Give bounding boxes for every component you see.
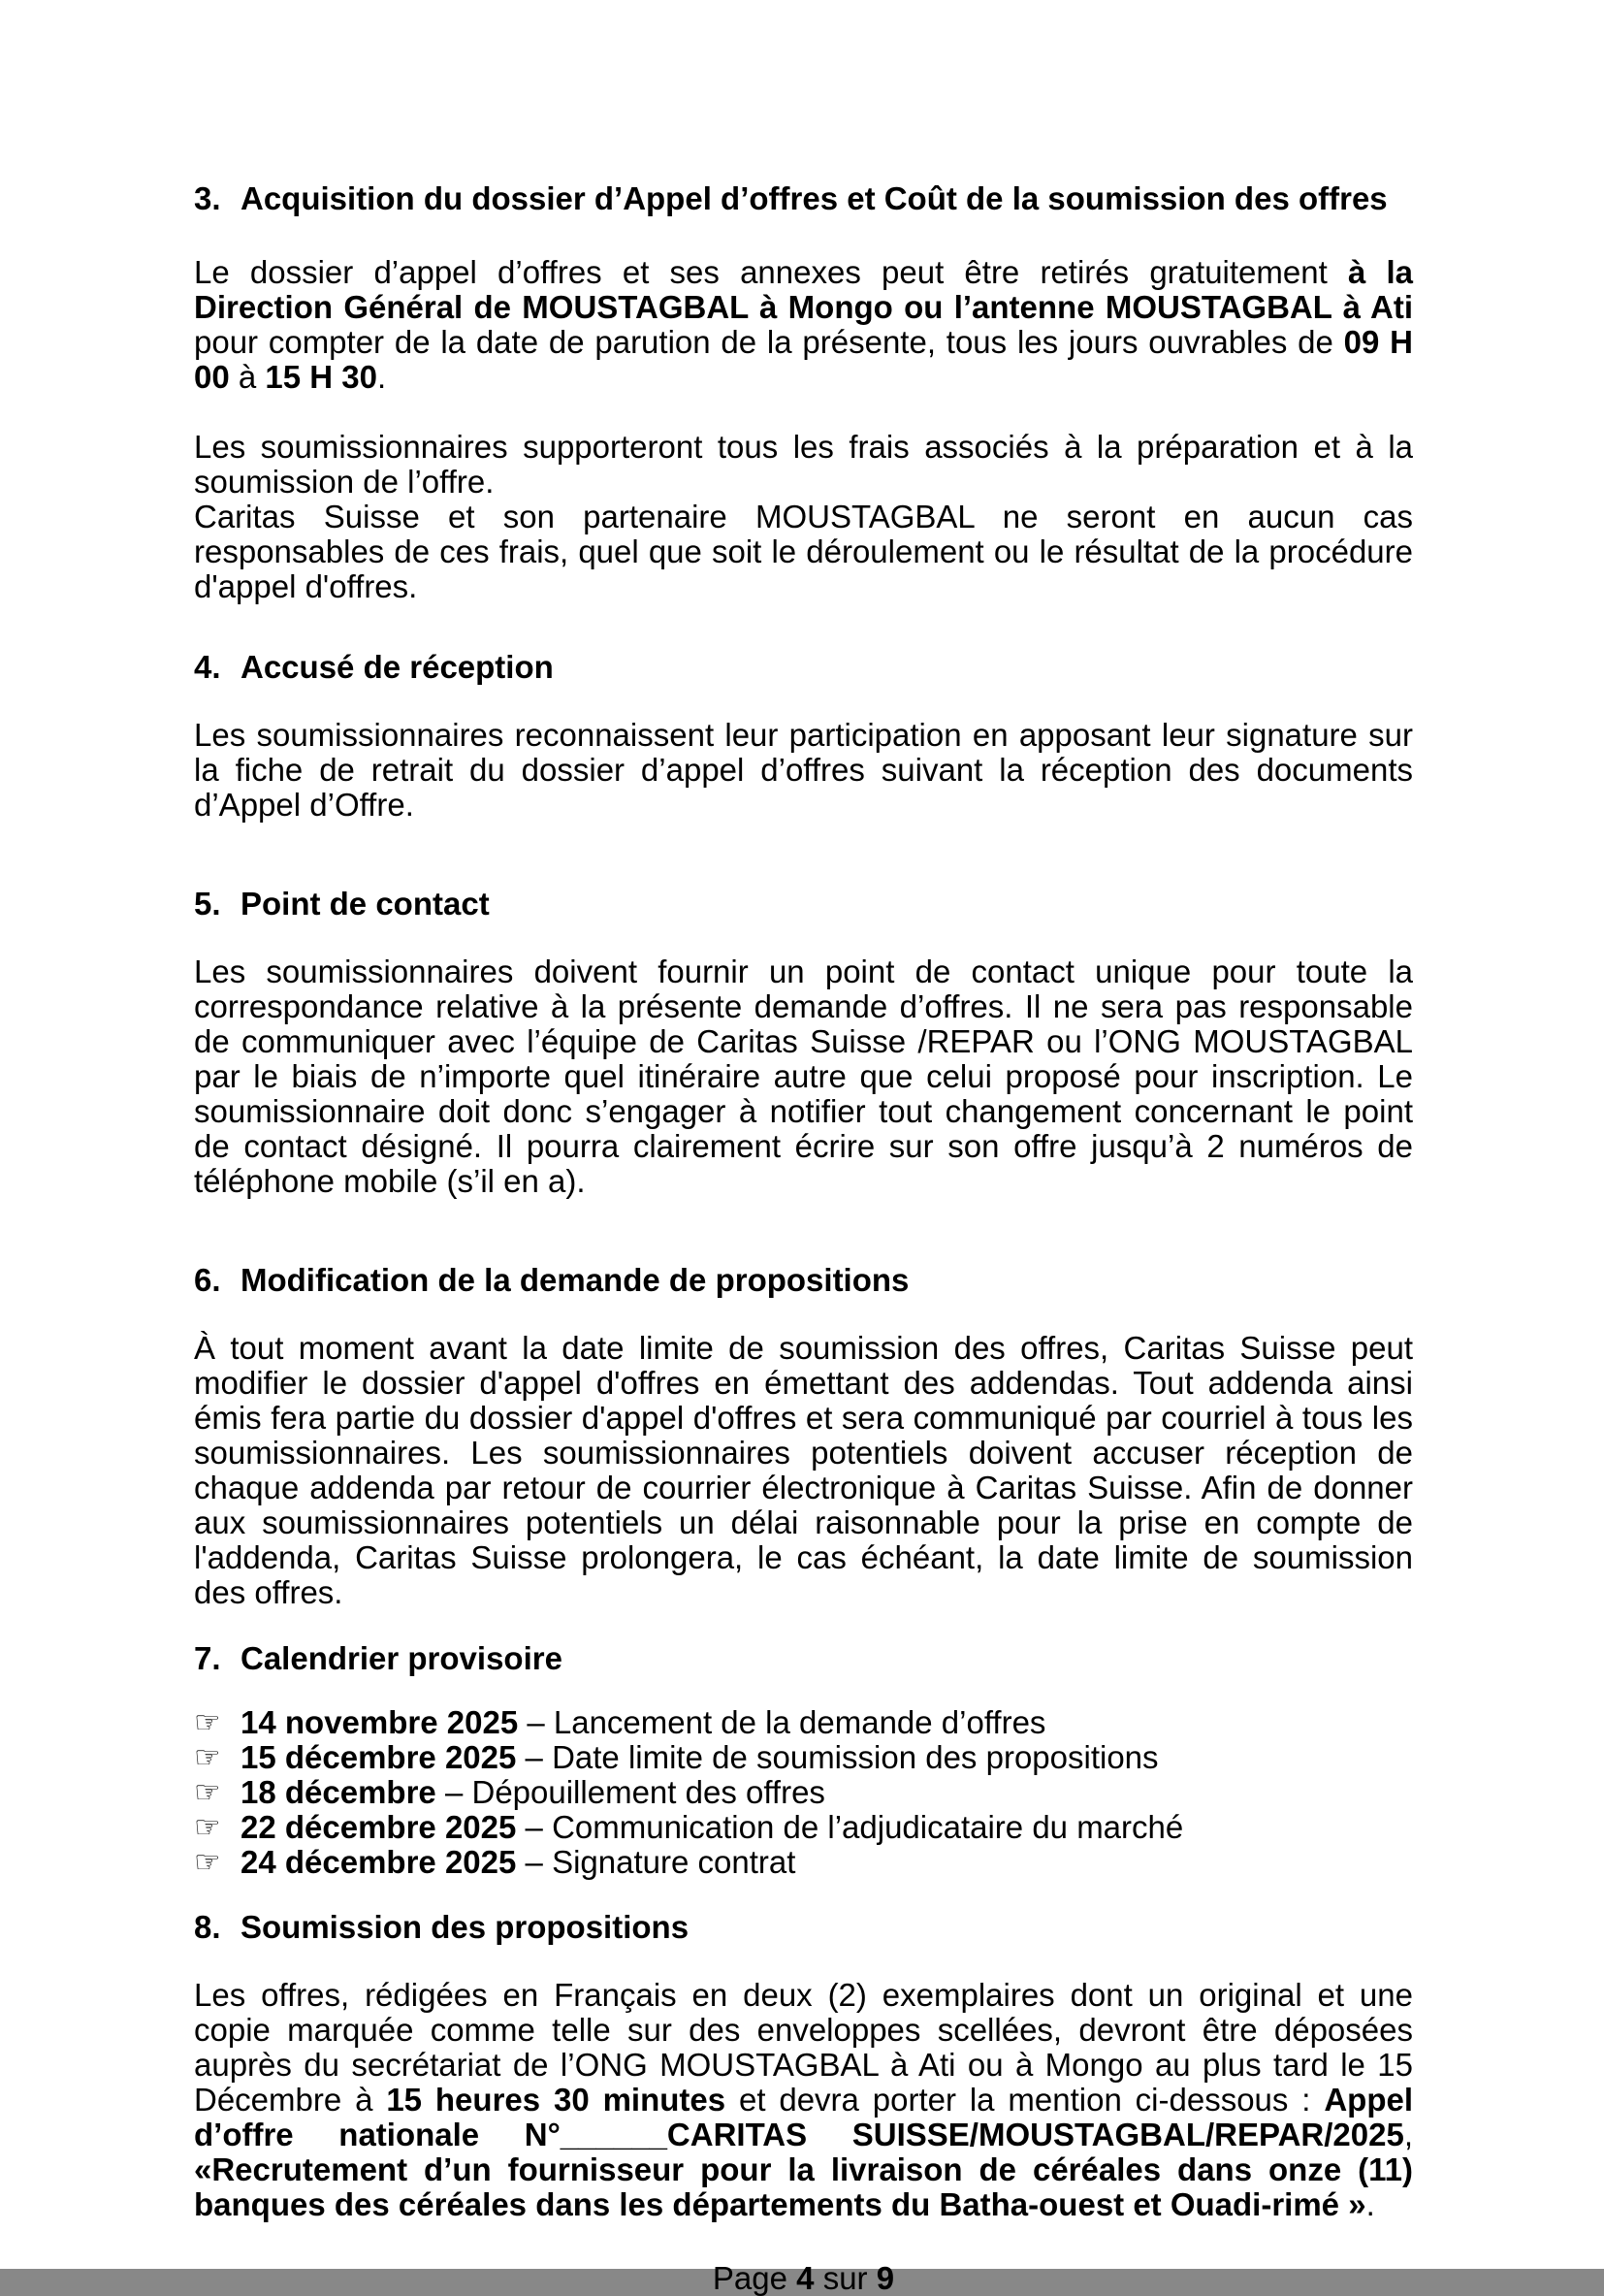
section-heading-contact	[194, 887, 1413, 922]
pointing-hand-icon: ☞	[194, 1810, 221, 1845]
paragraph-modification-1: À tout moment avant la date limite de soumission des offres, Caritas Suisse peut modifier le dossier d'appel d'offres en émettant des addendas. Tout addenda ainsi émis fera partie du dossier d'appel d'offres et sera communiqué par courriel à tous les soumissionnaires. Les soumissionnaires potentiels doivent accuser réception de chaque addenda par retour de courrier électronique à Caritas Suisse. Afin de donner aux soumissionnaires potentiels un délai raisonnable pour la prise en compte de l'addenda, Caritas Suisse prolongera, le cas échéant, la date limite de soumission des offres.	[194, 1330, 1413, 1610]
section-number: 7.	[194, 1640, 221, 1676]
section-title: Accusé de réception	[241, 649, 554, 685]
list-item-text: 18 décembre – Dépouillement des offres	[241, 1774, 825, 1810]
page-footer: Page 4 sur 9	[712, 2260, 895, 2296]
page-content	[194, 181, 1413, 2296]
section-number: 3.	[194, 180, 221, 216]
paragraph-soumission-1: Les offres, rédigées en Français en deux (2) exemplaires dont un original et une copie marquée comme telle sur des enveloppes scellées, devront être déposées auprès du secrétariat de l’ONG MOUSTAGBAL à Ati ou à Mongo au plus tard le 15 Décembre à 15 heures 30 minutes et devra porter la mention ci-dessous : Appel d’offre nationale N°______CARITAS SUISSE/MOUSTAGBAL/REPAR/2025, «Recrutement d’un fournisseur pour la livraison de céréales dans onze (11) banques des céréales dans les départements du Batha-ouest et Ouadi-rimé ».	[194, 1977, 1413, 2222]
list-item-text: 14 novembre 2025 – Lancement de la demande d’offres	[241, 1704, 1046, 1740]
list-item-text: 15 décembre 2025 – Date limite de soumission des propositions	[241, 1739, 1159, 1775]
list-item	[194, 1845, 1413, 1880]
section-number: 4.	[194, 649, 221, 685]
section-number: 8.	[194, 1909, 221, 1945]
paragraph-acquisition-1: Le dossier d’appel d’offres et ses annexes peut être retirés gratuitement à la Direction Général de MOUSTAGBAL à Mongo ou l’antenne MOUSTAGBAL à Ati pour compter de la date de parution de la présente, tous les jours ouvrables de 09 H 00 à 15 H 30.	[194, 254, 1413, 395]
section-heading-accuse	[194, 650, 1413, 685]
section-heading-calendrier	[194, 1641, 1413, 1676]
section-heading-soumission	[194, 1910, 1413, 1945]
section-number: 6.	[194, 1262, 221, 1298]
list-item	[194, 1705, 1413, 1740]
list-item-text: 22 décembre 2025 – Communication de l’adjudicataire du marché	[241, 1809, 1184, 1845]
pointing-hand-icon: ☞	[194, 1845, 221, 1880]
calendar-list	[194, 1705, 1413, 1880]
pointing-hand-icon: ☞	[194, 1775, 221, 1810]
paragraph-acquisition-2: Les soumissionnaires supporteront tous les frais associés à la préparation et à la soumission de l’offre.	[194, 429, 1413, 500]
list-item	[194, 1810, 1413, 1845]
section-title: Calendrier provisoire	[241, 1640, 562, 1676]
pointing-hand-icon: ☞	[194, 1705, 221, 1740]
section-title: Acquisition du dossier d’Appel d’offres et Coût de la soumission des offres	[241, 180, 1388, 216]
section-title: Modification de la demande de propositions	[241, 1262, 910, 1298]
list-item	[194, 1775, 1413, 1810]
paragraph-accuse-1: Les soumissionnaires reconnaissent leur participation en apposant leur signature sur la fiche de retrait du dossier d’appel d’offres suivant la réception des documents d’Appel d’Offre.	[194, 717, 1413, 823]
pointing-hand-icon: ☞	[194, 1740, 221, 1775]
section-title: Soumission des propositions	[241, 1909, 690, 1945]
paragraph-acquisition-3: Caritas Suisse et son partenaire MOUSTAGBAL ne seront en aucun cas responsables de ces frais, quel que soit le déroulement ou le résultat de la procédure d'appel d'offres.	[194, 499, 1413, 604]
section-title: Point de contact	[241, 886, 490, 922]
paragraph-contact-1: Les soumissionnaires doivent fournir un point de contact unique pour toute la correspondance relative à la présente demande d’offres. Il ne sera pas responsable de communiquer avec l’équipe de Caritas Suisse /REPAR ou l’ONG MOUSTAGBAL par le biais de n’importe quel itinéraire autre que celui proposé pour inscription. Le soumissionnaire doit donc s’engager à notifier tout changement concernant le point de contact désigné. Il pourra clairement écrire sur son offre jusqu’à 2 numéros de téléphone mobile (s’il en a).	[194, 954, 1413, 1199]
section-heading-modification	[194, 1263, 1413, 1298]
section-heading-acquisition	[194, 181, 1413, 216]
section-number: 5.	[194, 886, 221, 922]
list-item	[194, 1740, 1413, 1775]
list-item-text: 24 décembre 2025 – Signature contrat	[241, 1844, 796, 1880]
